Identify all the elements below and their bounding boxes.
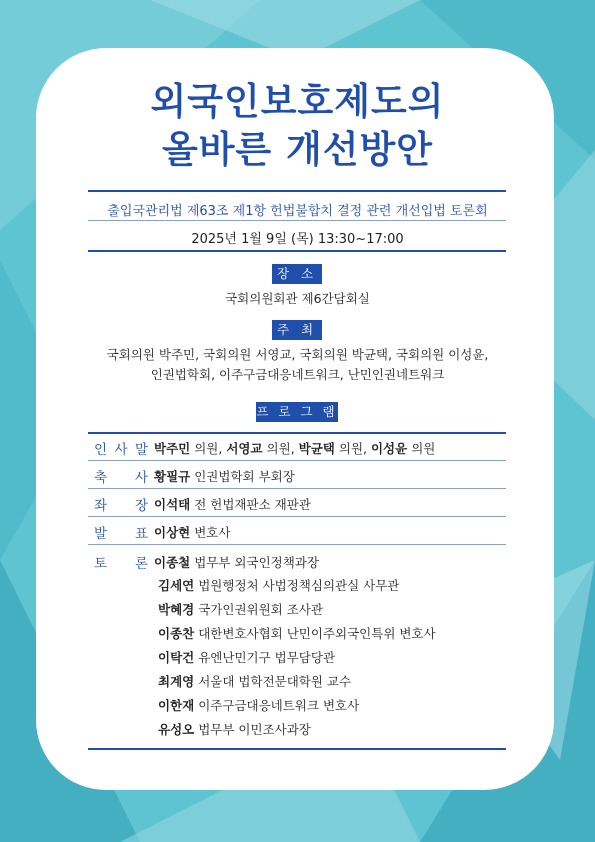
row-divider xyxy=(88,460,506,461)
program-row-discussion xyxy=(88,552,506,572)
program-row-presenter xyxy=(88,522,506,542)
event-date: 2025년 1월 9일 (목) 13:30~17:00 xyxy=(191,232,404,247)
title-divider xyxy=(88,190,506,192)
date-divider xyxy=(88,250,506,252)
title-line-1: 외국인보호제도의 xyxy=(150,80,445,123)
host-line-1: 국회의원 박주민, 국회의원 서영교, 국회의원 박균택, 국회의원 이성윤, xyxy=(106,347,489,362)
speaker-name: 서영교 xyxy=(226,441,263,456)
role-discussion: 토 론 xyxy=(94,556,148,572)
program-label: 프 로 그 램 xyxy=(256,402,338,422)
speaker-name: 이상현 xyxy=(154,525,191,540)
speaker-title: 인권법학회 부회장 xyxy=(194,469,295,484)
role-greeting: 인 사 말 xyxy=(94,442,148,458)
panelist: 김세연 법원행정처 사법정책심의관실 사무관 xyxy=(158,578,400,593)
panelist: 박혜경 국가인권위원회 조사관 xyxy=(158,602,323,617)
speaker-title: 전 헌법재판소 재판관 xyxy=(194,497,311,512)
speaker-name: 황필규 xyxy=(154,469,191,484)
event-subtitle: 출입국관리법 제63조 제1항 헌법불합치 결정 관련 개선입법 토론회 xyxy=(107,204,488,219)
host-line-2: 인권법학회, 이주구금대응네트워크, 난민인권네트워크 xyxy=(150,367,445,382)
speaker-title: 법무부 외국인정책과장 xyxy=(194,555,319,570)
panelist: 최계영 서울대 법학전문대학원 교수 xyxy=(158,674,352,689)
venue-text: 국회의원회관 제6간담회실 xyxy=(225,291,370,306)
speaker-name: 이종철 xyxy=(154,555,191,570)
panelist: 이탁건 유엔난민기구 법무담당관 xyxy=(158,650,336,665)
panelist: 이종찬 대한변호사협회 난민이주외국인특위 변호사 xyxy=(158,626,436,641)
speaker-title: 변호사 xyxy=(194,525,231,540)
role-chair: 좌 장 xyxy=(94,498,148,514)
program-row-congrats xyxy=(88,466,506,486)
role-congrats: 축 사 xyxy=(94,470,148,486)
subtitle-divider xyxy=(88,220,506,221)
program-row-chair xyxy=(88,494,506,514)
program-row-greeting xyxy=(88,438,506,458)
panelist: 이한재 이주구금대응네트워크 변호사 xyxy=(158,698,360,713)
greeting-speakers: 박주민 의원, 서영교 의원, 박균택 의원, 이성윤 의원 xyxy=(154,441,436,456)
title-line-2: 올바른 개선방안 xyxy=(161,128,434,171)
speaker-name: 박균택 xyxy=(298,441,335,456)
venue-label: 장 소 xyxy=(272,264,322,284)
row-divider xyxy=(88,516,506,517)
program-top-rule xyxy=(88,432,506,434)
speaker-name: 이석태 xyxy=(154,497,191,512)
role-presenter: 발 표 xyxy=(94,526,148,542)
row-divider xyxy=(88,488,506,489)
row-divider xyxy=(88,544,506,545)
speaker-name: 이성윤 xyxy=(370,441,408,456)
speaker-name: 박주민 xyxy=(154,441,191,456)
program-bottom-rule xyxy=(88,748,506,750)
panelist: 유성오 법무부 이민조사과장 xyxy=(158,722,311,737)
host-label: 주 최 xyxy=(272,320,322,340)
